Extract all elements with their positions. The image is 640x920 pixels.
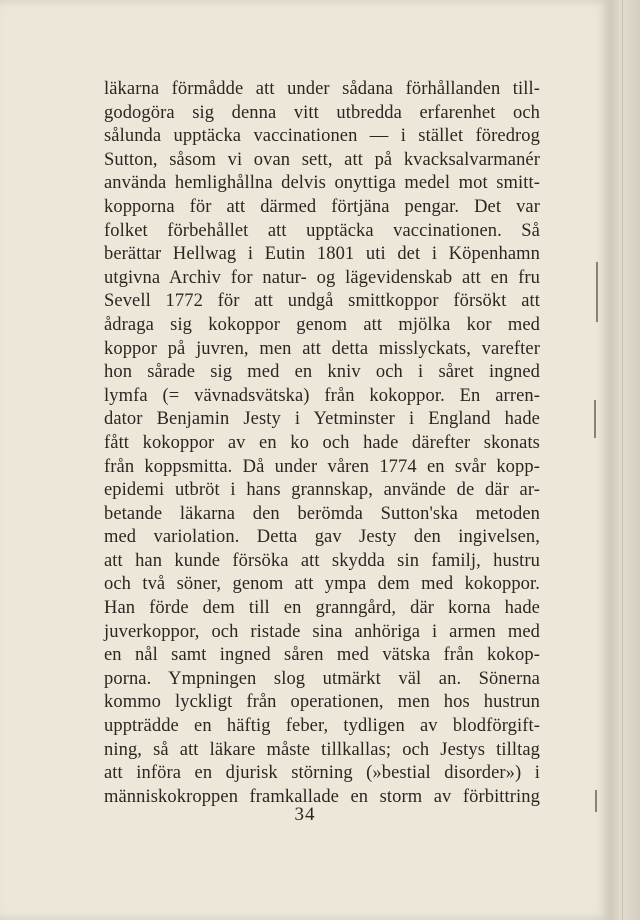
text-line: berättar Hellwag i Eutin 1801 uti det i Köpenhamn: [104, 244, 540, 265]
text-line: läkarna förmådde att under sådana förhållanden till-: [104, 79, 540, 99]
text-line: godogöra sig denna vitt utbredda erfarenhet och: [104, 102, 540, 123]
edge-mark: [594, 400, 596, 438]
text-line: en nål samt ingned såren med vätska från kokop-: [104, 645, 540, 666]
edge-mark: [596, 262, 598, 322]
text-line: Sutton, såsom vi ovan sett, att på kvacksalvarmanér: [104, 149, 540, 170]
text-line: från koppsmitta. Då under våren 1774 en svår kopp-: [104, 456, 540, 477]
text-line: att han kunde försöka att skydda sin familj, hustru: [104, 550, 540, 571]
text-line: koppor på juvren, men att detta misslyckats, varefter: [104, 338, 540, 359]
text-line: dator Benjamin Jesty i Yetminster i England hade: [104, 409, 540, 430]
text-line: juverkoppor, och ristade sina anhöriga i armen med: [104, 621, 540, 642]
text-line: porna. Ympningen slog utmärkt väl an. Sönerna: [104, 668, 540, 689]
page-edge: [610, 0, 640, 920]
text-line: uppträdde en häftig feber, tydligen av blodförgift-: [104, 716, 540, 737]
text-line: kopporna för att därmed förtjäna pengar. Det var: [104, 196, 540, 217]
text-line: att införa en djurisk störning (»bestial disorder») i: [104, 763, 540, 784]
text-line: fått kokoppor av en ko och hade därefter skonats: [104, 432, 540, 453]
text-line: Han förde dem till en granngård, där korna hade: [104, 598, 540, 619]
text-line: folket förbehållet att upptäcka vaccinationen. Så: [104, 220, 540, 241]
text-line: ning, så att läkare måste tillkallas; och Jestys tilltag: [104, 739, 540, 760]
text-line: ådraga sig kokoppor genom att mjölka kor med: [104, 314, 540, 335]
page-number: 34: [294, 804, 316, 825]
text-line: och två söner, genom att ympa dem med kokoppor.: [104, 574, 540, 595]
edge-mark: [595, 790, 597, 812]
text-line: kommo lyckligt från operationen, men hos hustrun: [104, 692, 540, 713]
text-line: betande läkarna den berömda Sutton'ska metoden: [104, 503, 540, 524]
text-line: använda hemlighållna delvis onyttiga medel mot smitt-: [104, 173, 540, 194]
text-line: människokroppen framkallade en storm av förbittring: [104, 786, 540, 807]
text-line: med variolation. Detta gav Jesty den ingivelsen,: [104, 527, 540, 548]
text-line: epidemi utbröt i hans grannskap, använde de där ar-: [104, 480, 540, 501]
text-line: Sevell 1772 för att undgå smittkoppor försökt att: [104, 291, 540, 312]
text-line: utgivna Archiv for natur- og lägevidenskab att en fru: [104, 267, 540, 288]
text-line: hon sårade sig med en kniv och i såret ingned: [104, 362, 540, 383]
text-line: sålunda upptäcka vaccinationen — i stället föredrog: [104, 126, 540, 147]
page-edge-line: [622, 0, 623, 920]
body-text: [104, 78, 540, 809]
text-line: lymfa (= vävnadsvätska) från kokoppor. En arren-: [104, 385, 540, 406]
